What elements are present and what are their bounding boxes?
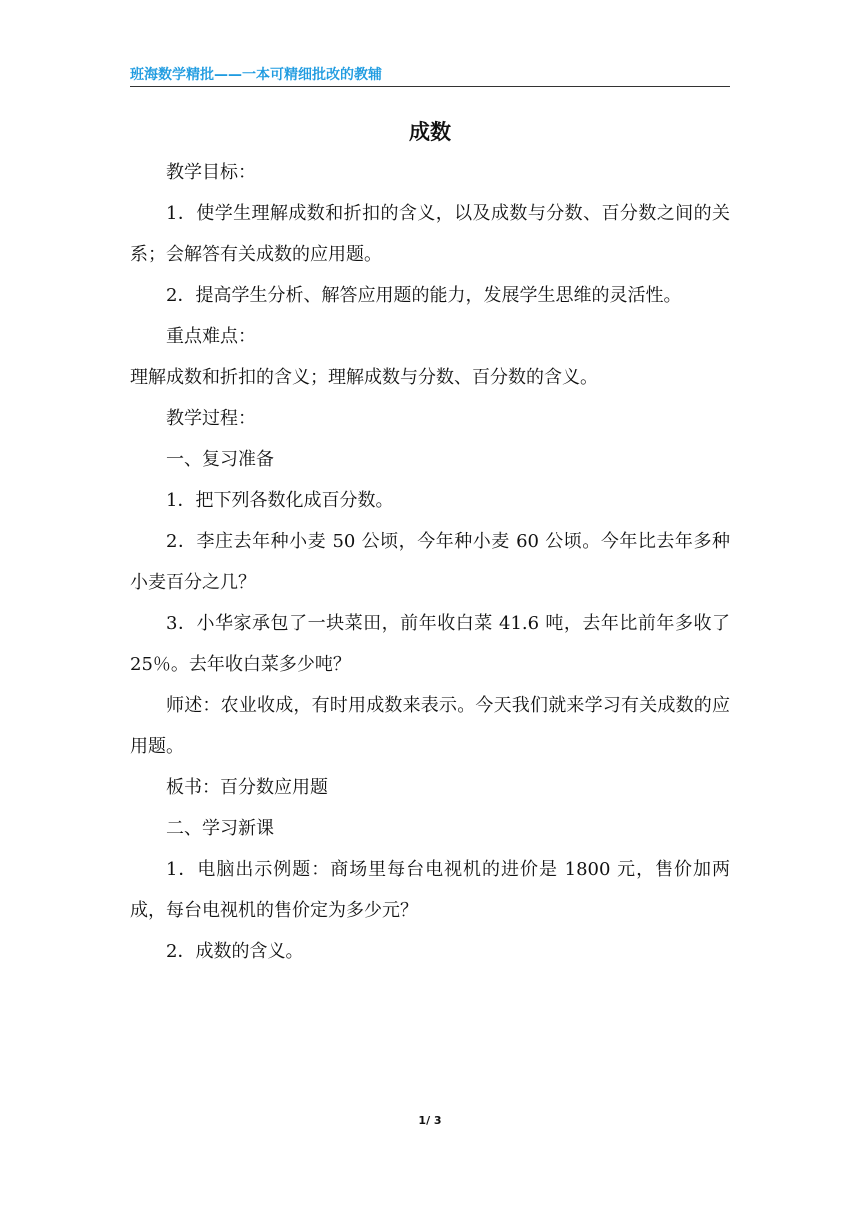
document-body bbox=[130, 152, 730, 972]
paragraph: 3．小华家承包了一块菜田，前年收白菜 41.6 吨，去年比前年多收了 25％。去年收白菜多少吨？ bbox=[130, 613, 730, 675]
paragraph: 一、复习准备 bbox=[166, 449, 274, 470]
page-header bbox=[130, 58, 730, 87]
document-title: 成数 bbox=[409, 120, 451, 144]
paragraph: 重点难点： bbox=[166, 326, 256, 347]
page-number: 1/ 3 bbox=[418, 1114, 442, 1127]
paragraph: 教学过程： bbox=[166, 408, 256, 429]
paragraph: 师述：农业收成，有时用成数来表示。今天我们就来学习有关成数的应用题。 bbox=[130, 695, 730, 757]
header-text: 班海数学精批——一本可精细批改的教辅 bbox=[130, 67, 382, 83]
paragraph-no-indent: 理解成数和折扣的含义；理解成数与分数、百分数的含义。 bbox=[130, 367, 598, 388]
paragraph: 1．电脑出示例题：商场里每台电视机的进价是 1800 元，售价加两成，每台电视机的售价定为多少元？ bbox=[130, 859, 730, 921]
paragraph: 2．提高学生分析、解答应用题的能力，发展学生思维的灵活性。 bbox=[166, 285, 682, 306]
paragraph: 教学目标： bbox=[166, 162, 256, 183]
paragraph: 2．成数的含义。 bbox=[166, 941, 304, 962]
paragraph: 二、学习新课 bbox=[166, 818, 274, 839]
paragraph: 2．李庄去年种小麦 50 公顷，今年种小麦 60 公顷。今年比去年多种小麦百分之几？ bbox=[130, 531, 730, 593]
paragraph: 1．把下列各数化成百分数。 bbox=[166, 490, 394, 511]
paragraph: 1．使学生理解成数和折扣的含义，以及成数与分数、百分数之间的关系；会解答有关成数的应用题。 bbox=[130, 203, 730, 265]
paragraph: 板书：百分数应用题 bbox=[166, 777, 328, 798]
